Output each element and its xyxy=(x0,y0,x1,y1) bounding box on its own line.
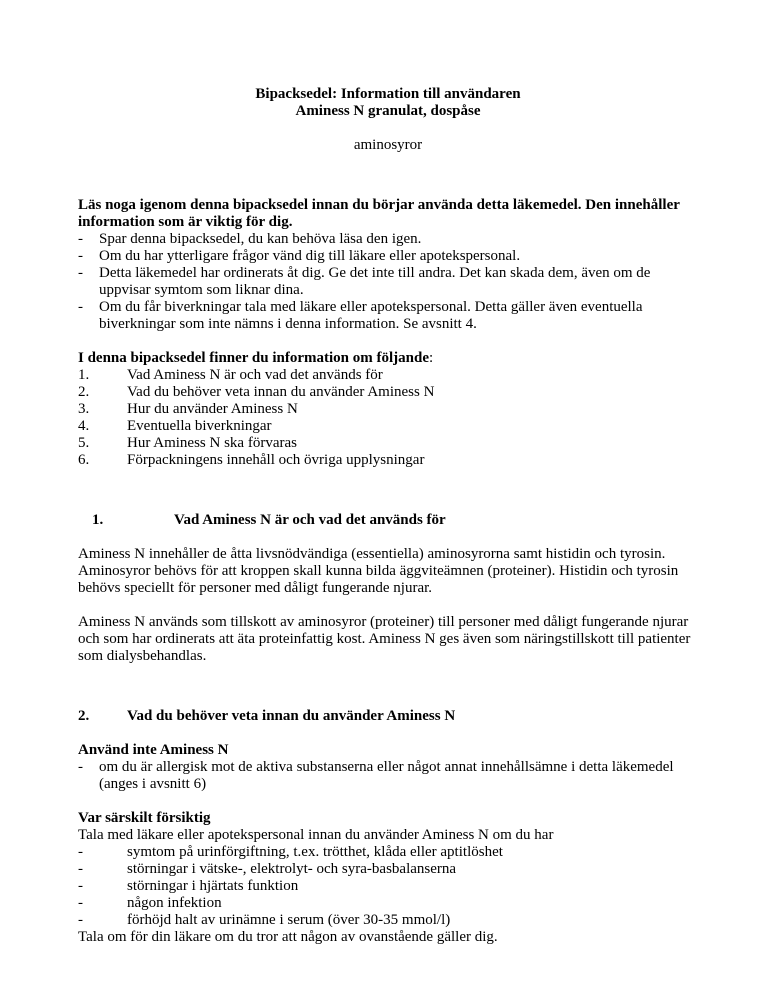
list-item: - Om du får biverkningar tala med läkare eller apotekspersonal. Detta gäller även eventuella biverkningar som inte nämns i denna information. Se avsnitt 4. xyxy=(78,299,643,332)
section-2-heading: 2. Vad du behöver veta innan du använder Aminess N xyxy=(78,708,456,724)
intro-lead: Läs noga igenom denna bipacksedel innan du börjar använda detta läkemedel. Den innehåller information som är viktig för dig. xyxy=(78,197,680,230)
toc-list xyxy=(78,367,698,469)
intro-bullets xyxy=(78,231,698,333)
list-item: - störningar i hjärtats funktion xyxy=(78,878,299,894)
title-line-1: Bipacksedel: Information till användaren xyxy=(255,86,521,102)
caution-heading: Var särskilt försiktig xyxy=(78,810,211,826)
active-substance: aminosyror xyxy=(353,137,423,153)
toc-item: 4. Eventuella biverkningar xyxy=(78,418,272,434)
caution-list xyxy=(78,844,698,929)
list-item: - Spar denna bipacksedel, du kan behöva läsa den igen. xyxy=(78,231,422,247)
caution-outro: Tala om för din läkare om du tror att någon av ovanstående gäller dig. xyxy=(78,929,498,945)
title-line-2: Aminess N granulat, dospåse xyxy=(295,103,481,119)
list-item: - om du är allergisk mot de aktiva substanserna eller något annat innehållsämne i detta läkemedel (anges i avsnitt 6) xyxy=(78,759,674,792)
toc-item: 2. Vad du behöver veta innan du använder Aminess N xyxy=(78,384,435,400)
leaflet-page xyxy=(78,86,698,946)
toc-item: 6. Förpackningens innehåll och övriga upplysningar xyxy=(78,452,425,468)
caution-intro: Tala med läkare eller apotekspersonal innan du använder Aminess N om du har xyxy=(78,827,554,843)
toc-item: 3. Hur du använder Aminess N xyxy=(78,401,298,417)
list-item: - Om du har ytterligare frågor vänd dig till läkare eller apotekspersonal. xyxy=(78,248,521,264)
contraindications-list xyxy=(78,759,698,793)
section-1-paragraph: Aminess N används som tillskott av aminosyror (proteiner) till personer med dåligt fungerande njurar och som har ordinerats att äta proteinfattig kost. Aminess N ges även som näringstillskott till patienter som dialysbehandlas. xyxy=(78,614,691,664)
list-item: - störningar i vätske-, elektrolyt- och syra-basbalanserna xyxy=(78,861,457,877)
section-1-paragraph: Aminess N innehåller de åtta livsnödvändiga (essentiella) aminosyrorna samt histidin och tyrosin. Aminosyror behövs för att kroppen skall kunna bilda äggviteämnen (proteiner). Histidin och tyrosin behövs speciellt för personer med dåligt fungerande njurar. xyxy=(78,546,679,596)
toc-item: 1. Vad Aminess N är och vad det används för xyxy=(78,367,383,383)
leaflet-title xyxy=(78,86,698,120)
section-1-heading: 1. Vad Aminess N är och vad det används för xyxy=(92,512,446,528)
toc-item: 5. Hur Aminess N ska förvaras xyxy=(78,435,297,451)
list-item: - förhöjd halt av urinämne i serum (över 30-35 mmol/l) xyxy=(78,912,451,928)
list-item: - Detta läkemedel har ordinerats åt dig. Ge det inte till andra. Det kan skada dem, även om de uppvisar symtom som liknar dina. xyxy=(78,265,651,298)
toc-heading: I denna bipacksedel finner du information om följande: xyxy=(78,350,434,366)
contraindications-heading: Använd inte Aminess N xyxy=(78,742,229,758)
list-item: - någon infektion xyxy=(78,895,222,911)
list-item: - symtom på urinförgiftning, t.ex. trötthet, klåda eller aptitlöshet xyxy=(78,844,503,860)
